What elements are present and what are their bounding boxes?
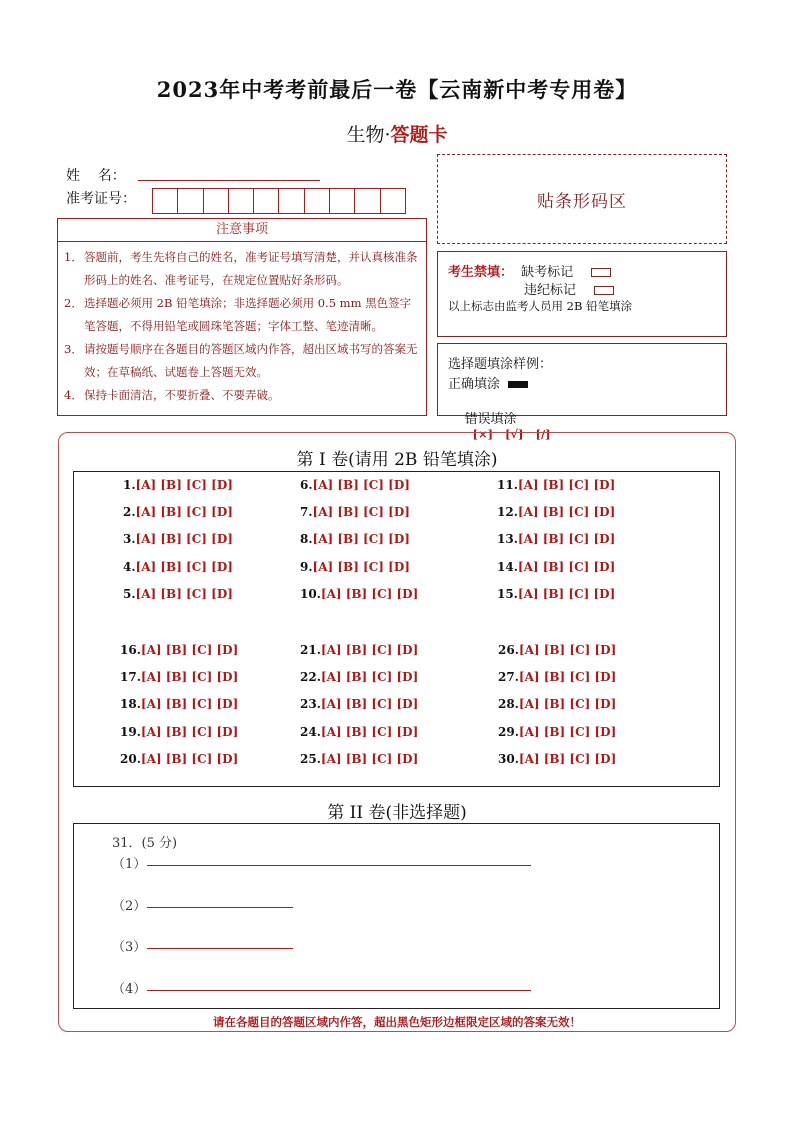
choice-question-20[interactable] — [120, 752, 238, 766]
question-31-label: 31．(5 分) — [112, 836, 178, 851]
violation-label: 违纪标记 — [524, 283, 577, 298]
choice-question-1[interactable] — [123, 478, 233, 492]
violation-mark-box[interactable] — [594, 286, 614, 295]
choice-question-13[interactable] — [497, 532, 615, 546]
id-digit-box[interactable] — [304, 188, 329, 214]
missing-label: 缺考标记 — [521, 265, 574, 280]
notes-heading: 注意事项 — [57, 218, 427, 242]
question-number: 7. — [300, 505, 313, 519]
choice-question-8[interactable] — [300, 532, 410, 546]
id-number-boxes[interactable] — [152, 188, 406, 214]
answer-options[interactable]: [A] [B] [C] [D] — [320, 587, 419, 601]
question-number: 18. — [120, 697, 141, 711]
question-number: 20. — [120, 752, 141, 766]
choice-question-17[interactable] — [120, 670, 238, 684]
question-number: 23. — [300, 697, 321, 711]
question-number: 24. — [300, 725, 321, 739]
choice-question-23[interactable] — [300, 697, 418, 711]
answer-options[interactable]: [A] [B] [C] [D] — [518, 697, 617, 711]
choice-question-29[interactable] — [498, 725, 616, 739]
answer-options[interactable]: [A] [B] [C] [D] — [517, 587, 616, 601]
answer-options[interactable]: [A] [B] [C] [D] — [312, 478, 410, 492]
answer-options[interactable]: [A] [B] [C] [D] — [135, 587, 233, 601]
question-number: 27. — [498, 670, 519, 684]
footer-warning: 请在各题目的答题区域内作答，超出黑色矩形边框限定区域的答案无效！ — [213, 1015, 581, 1029]
note-item: 3． 请按题号顺序在各题目的答题区域内作答，超出区域书写的答案无效；在草稿纸、试题卷上答题无效。 — [64, 342, 418, 379]
choice-question-3[interactable] — [123, 532, 233, 546]
question-number: 30. — [498, 752, 519, 766]
question-number: 21. — [300, 643, 321, 657]
choice-question-18[interactable] — [120, 697, 238, 711]
id-digit-box[interactable] — [152, 188, 177, 214]
section1-title: 第 I 卷(请用 2B 铅笔填涂) — [296, 450, 498, 470]
ban-note: 以上标志由监考人员用 2B 铅笔填涂 — [448, 299, 633, 313]
answer-options[interactable]: [A] [B] [C] [D] — [312, 532, 410, 546]
answer-options[interactable]: [A] [B] [C] [D] — [320, 670, 419, 684]
fill-sample-box — [437, 343, 727, 441]
choice-question-5[interactable] — [123, 587, 233, 601]
part-3-label: （3） — [112, 940, 147, 955]
choice-question-16[interactable] — [120, 643, 238, 657]
answer-options[interactable]: [A] [B] [C] [D] — [135, 478, 233, 492]
name-label: 姓 名： — [66, 168, 126, 184]
choice-question-15[interactable] — [497, 587, 615, 601]
note-item: 2． 选择题必须用 2B 铅笔填涂；非选择题必须用 0.5 mm 黑色签字笔答题，不得用铅笔或圆珠笔答题；字体工整、笔迹清晰。 — [64, 296, 412, 333]
choice-question-12[interactable] — [497, 505, 615, 519]
question-number: 17. — [120, 670, 141, 684]
question-number: 1. — [123, 478, 136, 492]
subtitle-prefix: 生物· — [346, 124, 391, 146]
choice-question-9[interactable] — [300, 560, 410, 574]
answer-options[interactable]: [A] [B] [C] [D] — [135, 532, 233, 546]
sample-heading: 选择题填涂样例： — [448, 357, 553, 372]
id-digit-box[interactable] — [354, 188, 379, 214]
wrong-label: 错误填涂 — [464, 412, 517, 427]
part-1-label: （1） — [112, 857, 147, 872]
answer-options[interactable]: [A] [B] [C] [D] — [312, 560, 410, 574]
question-number: 15. — [497, 587, 518, 601]
missing-mark-box[interactable] — [591, 268, 611, 277]
choice-question-25[interactable] — [300, 752, 418, 766]
id-digit-box[interactable] — [203, 188, 228, 214]
answer-options[interactable]: [A] [B] [C] [D] — [518, 725, 617, 739]
answer-options[interactable]: [A] [B] [C] [D] — [517, 532, 616, 546]
answer-options[interactable]: [A] [B] [C] [D] — [320, 752, 419, 766]
page-subtitle — [0, 120, 794, 147]
subtitle-highlight: 答题卡 — [390, 124, 448, 146]
answer-options[interactable]: [A] [B] [C] [D] — [140, 670, 239, 684]
question-number: 12. — [497, 505, 518, 519]
barcode-label: 贴条形码区 — [537, 191, 627, 212]
question-number: 8. — [300, 532, 313, 546]
choice-question-21[interactable] — [300, 643, 418, 657]
id-digit-box[interactable] — [380, 188, 406, 214]
wrong-marks: [×] [√] [/] — [472, 427, 551, 441]
answer-options[interactable]: [A] [B] [C] [D] — [320, 697, 419, 711]
answer-options[interactable]: [A] [B] [C] [D] — [517, 478, 616, 492]
choice-question-30[interactable] — [498, 752, 616, 766]
answer-options[interactable]: [A] [B] [C] [D] — [312, 505, 410, 519]
question-number: 5. — [123, 587, 136, 601]
choice-question-11[interactable] — [497, 478, 615, 492]
choice-question-6[interactable] — [300, 478, 410, 492]
answer-options[interactable]: [A] [B] [C] [D] — [140, 725, 239, 739]
choice-question-26[interactable] — [498, 643, 616, 657]
choice-question-28[interactable] — [498, 697, 616, 711]
id-digit-box[interactable] — [278, 188, 303, 214]
question-number: 29. — [498, 725, 519, 739]
choice-question-24[interactable] — [300, 725, 418, 739]
answer-options[interactable]: [A] [B] [C] [D] — [518, 752, 617, 766]
answer-options[interactable]: [A] [B] [C] [D] — [320, 643, 419, 657]
id-digit-box[interactable] — [253, 188, 278, 214]
part-2-label: （2） — [112, 899, 147, 914]
choice-question-14[interactable] — [497, 560, 615, 574]
question-number: 10. — [300, 587, 321, 601]
choice-question-4[interactable] — [123, 560, 233, 574]
filled-mark-sample — [508, 381, 528, 388]
question-number: 9. — [300, 560, 313, 574]
barcode-area — [437, 154, 727, 244]
choice-question-7[interactable] — [300, 505, 410, 519]
part-4-label: （4） — [112, 982, 147, 997]
question-number: 26. — [498, 643, 519, 657]
part-2-answer-line[interactable] — [147, 895, 293, 908]
question-number: 25. — [300, 752, 321, 766]
part-4-answer-line[interactable] — [147, 978, 531, 991]
answer-options[interactable]: [A] [B] [C] [D] — [135, 505, 233, 519]
question-number: 22. — [300, 670, 321, 684]
part-3-answer-line[interactable] — [147, 936, 293, 949]
part-1-answer-line[interactable] — [147, 853, 531, 866]
answer-options[interactable]: [A] [B] [C] [D] — [140, 697, 239, 711]
choice-question-22[interactable] — [300, 670, 418, 684]
note-item: 1． 答题前，考生先将自己的姓名，准考证号填写清楚，并认真核准条形码上的姓名、准考证号，在规定位置贴好条形码。 — [64, 250, 418, 287]
choice-question-19[interactable] — [120, 725, 238, 739]
section2-title: 第 II 卷(非选择题) — [327, 803, 467, 823]
question-number: 6. — [300, 478, 313, 492]
answer-options[interactable]: [A] [B] [C] [D] — [518, 670, 617, 684]
answer-options[interactable]: [A] [B] [C] [D] — [135, 560, 233, 574]
note-item: 4． 保持卡面清洁，不要折叠、不要弄破。 — [64, 388, 280, 402]
id-label: 准考证号： — [66, 191, 136, 207]
answer-options[interactable]: [A] [B] [C] [D] — [518, 643, 617, 657]
name-field[interactable] — [138, 180, 320, 181]
question-number: 14. — [497, 560, 518, 574]
id-digit-box[interactable] — [228, 188, 253, 214]
answer-options[interactable]: [A] [B] [C] [D] — [320, 725, 419, 739]
choice-question-10[interactable] — [300, 587, 418, 601]
answer-options[interactable]: [A] [B] [C] [D] — [140, 752, 239, 766]
proctor-only-box — [437, 251, 727, 337]
choice-question-2[interactable] — [123, 505, 233, 519]
question-number: 2. — [123, 505, 136, 519]
answer-options[interactable]: [A] [B] [C] [D] — [140, 643, 239, 657]
question-number: 28. — [498, 697, 519, 711]
question-number: 3. — [123, 532, 136, 546]
answer-options[interactable]: [A] [B] [C] [D] — [517, 560, 616, 574]
choice-question-27[interactable] — [498, 670, 616, 684]
correct-label: 正确填涂 — [448, 377, 501, 392]
question-number: 13. — [497, 532, 518, 546]
id-digit-box[interactable] — [177, 188, 202, 214]
page-title: 2023年中考考前最后一卷【云南新中考专用卷】 — [156, 77, 638, 102]
notes-box — [57, 242, 427, 416]
question-number: 16. — [120, 643, 141, 657]
question-number: 11. — [497, 478, 518, 492]
question-number: 19. — [120, 725, 141, 739]
answer-options[interactable]: [A] [B] [C] [D] — [517, 505, 616, 519]
ban-label: 考生禁填： — [448, 265, 514, 280]
id-digit-box[interactable] — [329, 188, 354, 214]
question-number: 4. — [123, 560, 136, 574]
